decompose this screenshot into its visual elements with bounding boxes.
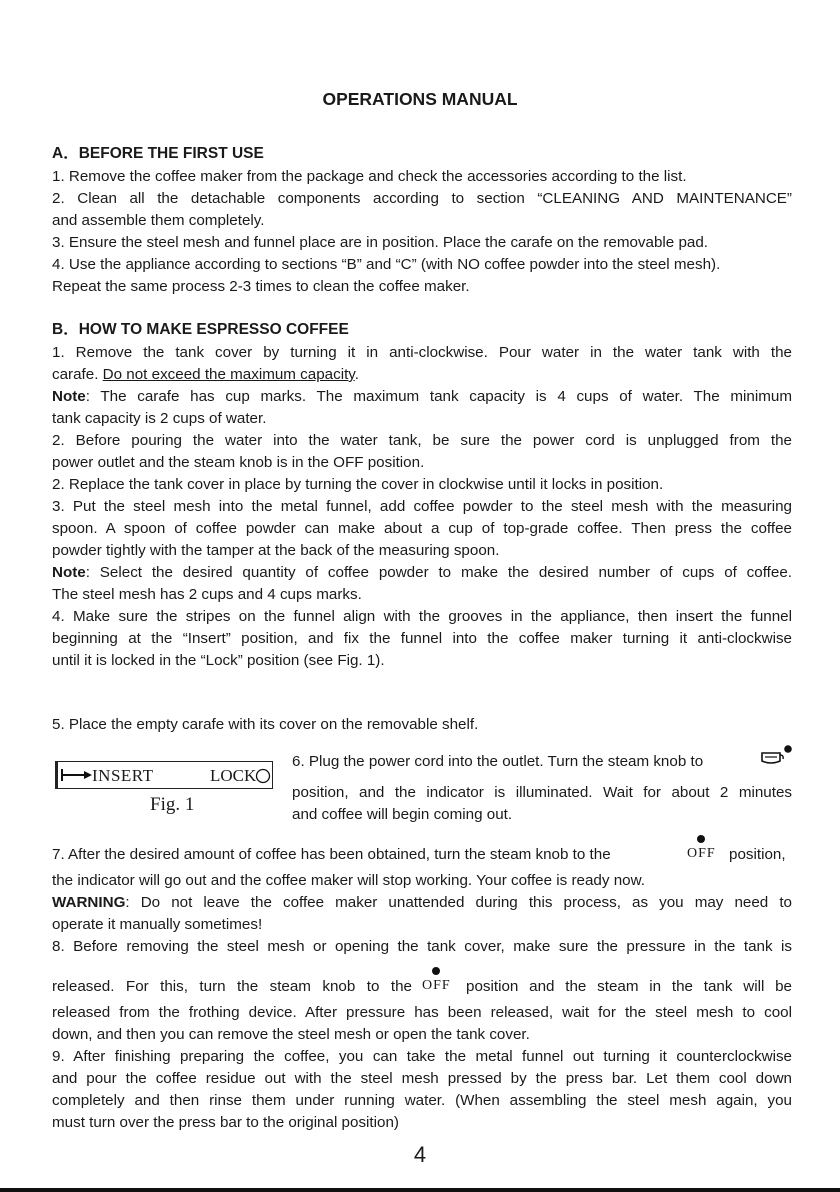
steam-knob-icon <box>757 744 795 768</box>
section-b-line: until it is locked in the “Lock” position (see Fig. 1). <box>52 652 385 669</box>
knob-dot <box>697 835 705 843</box>
section-b-line: 4. Make sure the stripes on the funnel align with the grooves in the appliance, then insert the funnel <box>52 608 792 625</box>
off-label: OFF <box>422 978 451 993</box>
section-b-line: tank capacity is 2 cups of water. <box>52 410 267 427</box>
section-a-line: 4. Use the appliance according to sections “B” and “C” (with NO coffee powder into the steel mesh). <box>52 256 721 273</box>
section-b-line: 3. Put the steel mesh into the metal funnel, add coffee powder to the steel mesh with the measuring <box>52 498 792 515</box>
insert-arrow-icon <box>61 768 93 782</box>
insert-label: INSERT <box>92 766 154 785</box>
section-b-line: spoon. A spoon of coffee powder can make about a cup of top-grade coffee. Then press the coffee <box>52 520 792 537</box>
section-a-line: Repeat the same process 2-3 times to clean the coffee maker. <box>52 278 470 295</box>
off-knob-icon <box>687 846 716 862</box>
note-line <box>52 564 792 582</box>
step-8-line: released from the frothing device. After pressure has been released, wait for the steel mesh to cool <box>52 1004 792 1021</box>
section-a-line: 1. Remove the coffee maker from the package and check the accessories according to the list. <box>52 168 687 185</box>
off-label: OFF <box>687 846 716 861</box>
step-6-line <box>292 784 792 802</box>
section-b-heading: B．HOW TO MAKE ESPRESSO COFFEE <box>52 321 349 338</box>
section-b-line <box>52 366 359 384</box>
section-a-line: 2. Clean all the detachable components according to section “CLEANING AND MAINTENANCE” <box>52 190 792 207</box>
note-line <box>52 388 792 406</box>
step-9-line: completely and then rinse them under running water. (When assembling the steel mesh again, you <box>52 1092 792 1109</box>
text-span: carafe. <box>52 366 103 383</box>
note-text: : Select the desired quantity of coffee powder to make the desired number of cups of coffee. <box>85 564 792 581</box>
step-8-line: position and the steam in the tank will be <box>466 978 792 995</box>
section-b-line: The steel mesh has 2 cups and 4 cups marks. <box>52 586 362 603</box>
step-5: 5. Place the empty carafe with its cover on the removable shelf. <box>52 716 479 733</box>
warning-line <box>52 894 792 912</box>
section-b-line: 2. Replace the tank cover in place by turning the cover in clockwise until it locks in position. <box>52 476 664 493</box>
document-title: OPERATIONS MANUAL <box>322 89 518 109</box>
section-a-line: 3. Ensure the steel mesh and funnel place are in position. Place the carafe on the removable pad. <box>52 234 709 251</box>
warning-line: operate it manually sometimes! <box>52 916 263 933</box>
step-6-line: and coffee will begin coming out. <box>292 806 513 823</box>
note-label: Note <box>52 564 86 581</box>
step-9-line: 9. After finishing preparing the coffee, you can take the metal funnel out turning it counterclockwise <box>52 1048 792 1065</box>
note-label: Note <box>52 388 86 405</box>
warning-text: : Do not leave the coffee maker unattended during this process, as you may need to <box>125 894 792 911</box>
step-8-line: down, and then you can remove the steel mesh or open the tank cover. <box>52 1026 530 1043</box>
section-b-line: powder tightly with the tamper at the back of the measuring spoon. <box>52 542 500 559</box>
page-number: 4 <box>413 1142 427 1167</box>
step-9-line: must turn over the press bar to the original position) <box>52 1114 399 1131</box>
section-a-line: and assemble them completely. <box>52 212 265 229</box>
step-7-line: the indicator will go out and the coffee maker will stop working. Your coffee is ready now. <box>52 872 645 889</box>
step-9-line: and pour the coffee residue out with the steel mesh pressed by the press bar. Let them cool down <box>52 1070 792 1087</box>
knob-dot <box>432 967 440 975</box>
step-7-line: position, <box>729 846 786 863</box>
step-8-line: released. For this, turn the steam knob to the <box>52 978 412 995</box>
off-knob-icon <box>422 978 451 994</box>
lock-label: LOCK <box>210 766 257 785</box>
section-b-line: power outlet and the steam knob is in the OFF position. <box>52 454 425 471</box>
section-b-line: beginning at the “Insert” position, and fix the funnel into the coffee maker turning it anti-clockwise <box>52 630 792 647</box>
note-text: : The carafe has cup marks. The maximum tank capacity is 4 cups of water. The minimum <box>85 388 792 405</box>
section-b-line: 2. Before pouring the water into the water tank, be sure the power cord is unplugged from the <box>52 432 792 449</box>
section-a-heading: A．BEFORE THE FIRST USE <box>52 145 264 162</box>
text-span: . <box>354 366 360 383</box>
insert-lock-diagram <box>55 761 273 789</box>
capacity-warning-text: Do not exceed the maximum capacity <box>102 366 355 383</box>
bottom-divider <box>0 1188 840 1192</box>
lock-circle-icon <box>255 768 271 784</box>
section-b-line: 1. Remove the tank cover by turning it in anti-clockwise. Pour water in the water tank with the <box>52 344 792 361</box>
warning-label: WARNING <box>52 894 126 911</box>
step-8-line: 8. Before removing the steel mesh or opening the tank cover, make sure the pressure in the tank is <box>52 938 792 955</box>
figure-caption: Fig. 1 <box>150 794 195 815</box>
step-6-line-text: position, and the indicator is illuminated. Wait for about 2 minutes <box>292 784 792 801</box>
step-7-line: 7. After the desired amount of coffee has been obtained, turn the steam knob to the <box>52 846 611 863</box>
step-6-line: 6. Plug the power cord into the outlet. Turn the steam knob to <box>292 753 704 770</box>
